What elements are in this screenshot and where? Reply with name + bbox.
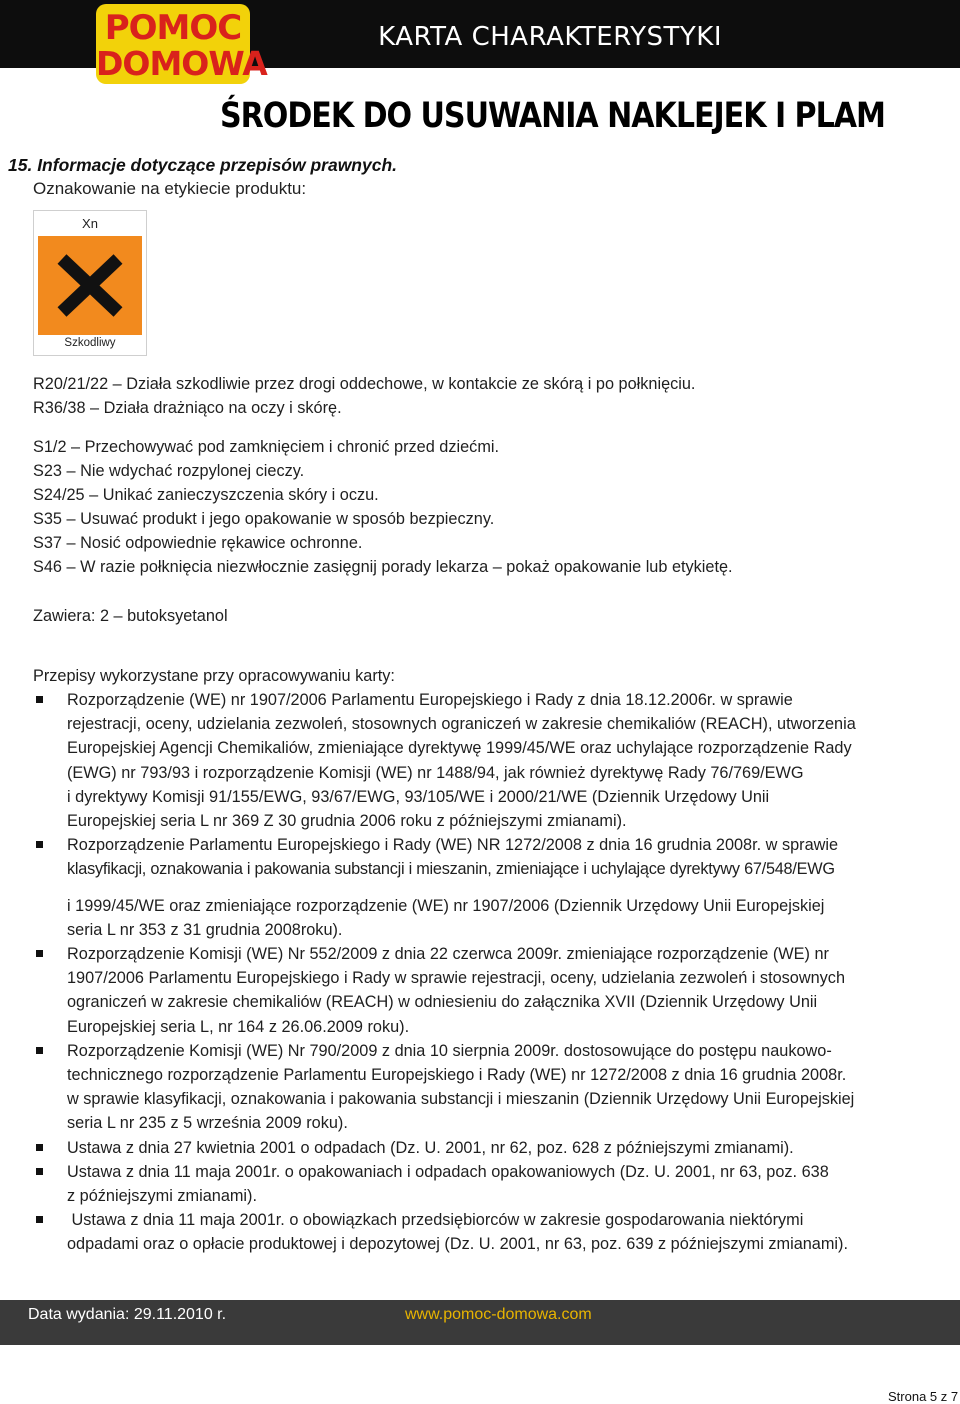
regulation-line: technicznego rozporządzenie Parlamentu Europejskiego i Rady (WE) nr 1272/2008 z dnia 16 grudnia 2008r. <box>67 1066 847 1085</box>
regulation-line: Rozporządzenie (WE) nr 1907/2006 Parlamentu Europejskiego i Rady z dnia 18.12.2006r. w sprawie <box>67 691 793 709</box>
logo-line-1: POMOC <box>104 8 242 48</box>
bullet-icon <box>36 950 43 957</box>
bullet-icon <box>36 1216 43 1223</box>
contains-statement: Zawiera: 2 – butoksyetanol <box>33 607 228 625</box>
regulation-line: seria L nr 353 z 31 grudnia 2008roku). <box>67 920 343 939</box>
regulation-line: Ustawa z dnia 27 kwietnia 2001 o odpadach (Dz. U. 2001, nr 62, poz. 628 z późniejszymi zmianami). <box>67 1138 794 1157</box>
bullet-icon <box>36 841 43 848</box>
regulation-line: z późniejszymi zmianami). <box>67 1187 257 1206</box>
list-item <box>33 1136 958 1160</box>
regulation-line: Rozporządzenie Komisji (WE) Nr 552/2009 z dnia 22 czerwca 2009r. zmieniające rozporządzenie (WE) nr <box>67 945 829 964</box>
regulation-line: rejestracji, oceny, udzielania zezwoleń, stosownych ograniczeń w zakresie chemikaliów (REACH), utworzenia <box>67 715 856 734</box>
list-item <box>33 942 958 1039</box>
logo-line-2: DOMOWA <box>96 44 267 83</box>
document-type-title: KARTA CHARAKTERYSTYKI <box>378 22 722 52</box>
regulation-line: i 1999/45/WE oraz zmieniające rozporządzenie (WE) nr 1907/2006 (Dziennik Urzędowy Unii Europejskiej <box>67 896 825 915</box>
s-phrase: S35 – Usuwać produkt i jego opakowanie w sposób bezpieczny. <box>33 510 495 528</box>
s-phrase: S37 – Nosić odpowiednie rękawice ochronne. <box>33 534 363 552</box>
bullet-icon <box>36 696 43 703</box>
s-phrase: S1/2 – Przechowywać pod zamknięciem i chronić przed dziećmi. <box>33 438 500 456</box>
list-item <box>33 1208 958 1256</box>
bullet-icon <box>36 1168 43 1175</box>
regulation-line: i dyrektywy Komisji 91/155/EWG, 93/67/EWG, 93/105/WE i 2000/21/WE (Dziennik Urzędowy Unii <box>67 787 770 806</box>
r-phrase: R36/38 – Działa drażniąco na oczy i skórę. <box>33 399 342 417</box>
regulation-line: 1907/2006 Parlamentu Europejskiego i Rady w sprawie rejestracji, oceny, udzielania zezwoleń i stosownych <box>67 969 845 988</box>
bullet-icon <box>36 1144 43 1151</box>
r-phrase: R20/21/22 – Działa szkodliwie przez drogi oddechowe, w kontakcie ze skórą i po połknięciu. <box>33 375 696 393</box>
website-link[interactable]: www.pomoc-domowa.com <box>405 1306 592 1323</box>
regulation-line: klasyfikacji, oznakowania i pakowania substancji i mieszanin, zmieniające i uchylające dyrektywy 67/548/EWG <box>67 860 835 879</box>
page-number: Strona 5 z 7 <box>888 1389 959 1404</box>
regulation-line: odpadami oraz o opłacie produktowej i depozytowej (Dz. U. 2001, nr 63, poz. 639 z późniejszymi zmianami). <box>67 1235 848 1254</box>
s-phrase: S46 – W razie połknięcia niezwłocznie zasięgnij porady lekarza – pokaż opakowanie lub etykietę. <box>33 558 733 576</box>
regulation-line: seria L nr 235 z 5 września 2009 roku). <box>67 1114 348 1133</box>
regulation-line: Ustawa z dnia 11 maja 2001r. o opakowaniach i odpadach opakowaniowych (Dz. U. 2001, nr 63, poz. 638 <box>67 1162 829 1181</box>
regulation-line: (EWG) nr 793/93 i rozporządzenie Komisji (WE) nr 1488/94, jak również dyrektywę Rady 76/769/EWG <box>67 763 804 782</box>
hazard-pictogram <box>33 210 147 356</box>
regulation-line: Rozporządzenie Komisji (WE) Nr 790/2009 z dnia 10 sierpnia 2009r. dostosowujące do postępu naukowo- <box>67 1041 832 1060</box>
list-item <box>33 688 958 833</box>
list-item <box>33 1039 958 1136</box>
regulation-line: Europejskiej seria L, nr 164 z 26.06.2009 roku). <box>67 1017 410 1036</box>
regulation-line: Ustawa z dnia 11 maja 2001r. o obowiązkach przedsiębiorców w zakresie gospodarowania niektórymi <box>67 1211 804 1230</box>
bullet-icon <box>36 1047 43 1054</box>
issue-date: Data wydania: 29.11.2010 r. <box>28 1306 227 1323</box>
harmful-cross-icon <box>38 236 142 335</box>
s-phrase: S24/25 – Unikać zanieczyszczenia skóry i oczu. <box>33 486 379 504</box>
regulation-line: Rozporządzenie Parlamentu Europejskiego i Rady (WE) NR 1272/2008 z dnia 16 grudnia 2008r. w sprawie <box>67 836 839 855</box>
regulation-line: ograniczeń w zakresie chemikaliów (REACH) w odniesieniu do załącznika XVII (Dziennik Urzędowy Unii <box>67 993 818 1012</box>
list-item <box>33 833 958 942</box>
regulation-line: Europejskiej seria L nr 369 Z 30 grudnia 2006 roku z późniejszymi zmianami). <box>67 812 627 831</box>
regulation-line: Europejskiej Agencji Chemikaliów, zmieniające dyrektywę 1999/45/WE oraz uchylające rozporządzenie Rady <box>67 739 852 758</box>
brand-logo <box>96 4 267 84</box>
regulations-intro: Przepisy wykorzystane przy opracowywaniu karty: <box>33 667 395 685</box>
list-item <box>33 1160 958 1208</box>
hazard-label: Szkodliwy <box>64 337 116 349</box>
regulations-list <box>33 688 958 1257</box>
product-title: ŚRODEK DO USUWANIA NAKLEJEK I PLAM <box>220 96 885 136</box>
section-heading: 15. Informacje dotyczące przepisów prawnych. <box>8 155 398 175</box>
regulation-line: w sprawie klasyfikacji, oznakowania i pakowania substancji i mieszanin (Dziennik Urzędowy Unii Europejskiej <box>67 1090 855 1109</box>
hazard-code: Xn <box>82 216 98 231</box>
s-phrase: S23 – Nie wdychać rozpylonej cieczy. <box>33 462 305 480</box>
label-intro: Oznakowanie na etykiecie produktu: <box>33 179 307 198</box>
